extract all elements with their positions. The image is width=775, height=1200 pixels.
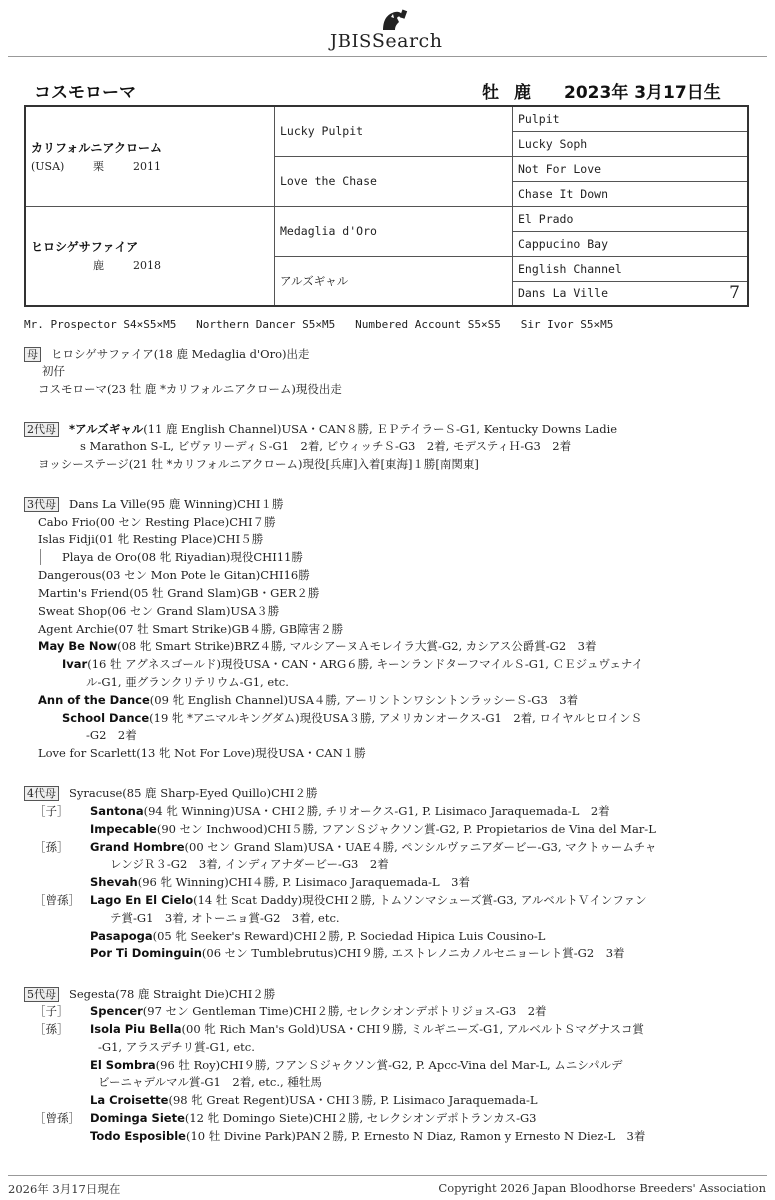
list-item: Dangerous(03 セン Mon Pote le Gitan)CHI16勝 [38, 568, 310, 582]
pedigree-ssd[interactable]: Lucky Soph [513, 131, 749, 156]
list-item: Sweat Shop(06 セン Grand Slam)USA３勝 [38, 604, 280, 618]
list-item: Shevah(96 牝 Winning)CHI４勝, P. Lisimaco Jaraquemada-L 3着 [90, 875, 470, 889]
footer-rule [8, 1175, 767, 1176]
list-item: コスモローマ(23 牡 鹿 *カリフォルニアクローム)現役出走 [38, 382, 342, 396]
pedigree-sds[interactable]: Not For Love [513, 156, 749, 181]
horse-title-row [34, 78, 734, 102]
list-item: Ann of the Dance(09 牝 English Channel)USA４勝, アーリントンワシントンラッシーＳ-G3 3着 [38, 693, 579, 707]
list-item: ［子］ Spencer(97 セン Gentleman Time)CHI２勝, セレクシオンデポトリジョス-G3 2着 [34, 1004, 547, 1018]
list-item: Playa de Oro(08 牝 Riyadian)現役CHI11勝 [62, 550, 303, 564]
horse-sex: 牡 [482, 83, 499, 103]
list-item: テ賞-G1 3着, オトーニョ賞-G2 3着, etc. [110, 911, 340, 925]
list-item: ル-G1, 亜グランクリテリウム-G1, etc. [86, 675, 289, 689]
pedigree-dss[interactable]: El Prado [513, 206, 749, 231]
dam-name[interactable]: ヒロシゲサファイア [31, 240, 139, 255]
generation-tag: 3代母 [24, 497, 59, 512]
footer-copyright: Copyright 2026 Japan Bloodhorse Breeders' Association [438, 1181, 766, 1195]
list-item: Impecable(90 セン Inchwood)CHI５勝, フアンＳジャクソン賞-G2, P. Propietarios de Vina del Mar-L [90, 822, 656, 836]
inbreeding-info: Mr. Prospector S4×S5×M5 Northern Dancer S5×M5 Numbered Account S5×S5 Sir Ivor S5×M5 [24, 318, 614, 331]
generation-tag: 2代母 [24, 422, 59, 437]
horse-name: コスモローマ [34, 83, 136, 103]
list-item: La Croisette(98 牝 Great Regent)USA・CHI３勝, P. Lisimaco Jaraquemada-L [90, 1093, 538, 1107]
pedigree-ss[interactable]: Lucky Pulpit [275, 106, 513, 156]
generation-tag: 母 [24, 347, 41, 362]
list-item: ［子］ Santona(94 牝 Winning)USA・CHI２勝, チリオークス-G1, P. Lisimaco Jaraquemada-L 2着 [34, 804, 610, 818]
pedigree-ds[interactable]: Medaglia d'Oro [275, 206, 513, 256]
list-item: Pasapoga(05 牝 Seeker's Reward)CHI２勝, P. Sociedad Hipica Luis Cousino-L [90, 929, 546, 943]
list-item: Agent Archie(07 牡 Smart Strike)GB４勝, GB障害２勝 [38, 622, 344, 636]
family-number: 7 [729, 283, 740, 304]
list-item: Islas Fidji(01 牝 Resting Place)CHI５勝 [38, 532, 264, 546]
pedigree-dam[interactable]: ヒロシゲサファイア 鹿 2018 [25, 206, 275, 306]
pedigree-table [24, 105, 749, 307]
list-item: 母 ヒロシゲサファイア(18 鹿 Medaglia d'Oro)出走 [24, 346, 310, 362]
generation-tag: 4代母 [24, 786, 59, 801]
list-item: May Be Now(08 牝 Smart Strike)BRZ４勝, マルシアーヌＡモレイラ大賞-G2, カシアス公爵賞-G2 3着 [38, 639, 597, 653]
list-item: -G1, アラスデチリ賞-G1, etc. [98, 1040, 255, 1054]
tree-bar [40, 549, 41, 565]
list-item: ［孫］ Isola Piu Bella(00 牝 Rich Man's Gold)USA・CHI９勝, ミルギニーズ-G1, アルベルトＳマグナスコ賞 [34, 1022, 644, 1036]
pedigree-dd[interactable]: アルズギャル [275, 256, 513, 306]
list-item: Por Ti Dominguin(06 セン Tumblebrutus)CHI９勝, エストレノニカノルセニョーレト賞-G2 3着 [90, 946, 625, 960]
list-item: ビーニャデルマル賞-G1 2着, etc., 種牡馬 [98, 1075, 322, 1089]
list-item: -G2 2着 [86, 728, 137, 742]
list-item: El Sombra(96 牡 Roy)CHI９勝, フアンＳジャクソン賞-G2, P. Apcc-Vina del Mar-L, ムニシパルデ [90, 1058, 623, 1072]
list-item: Love for Scarlett(13 牝 Not For Love)現役USA・CAN１勝 [38, 746, 366, 760]
list-item: Ivar(16 牡 アグネスゴールド)現役USA・CAN・ARG６勝, キーンランドターフマイルＳ-G1, ＣＥジュヴェナイ [62, 657, 644, 671]
list-item: ヨッシーステージ(21 牡 *カリフォルニアクローム)現役[兵庫]入着[東海]１勝[南関東] [38, 457, 479, 471]
list-item: レンジＲ３-G2 3着, インディアナダービー-G3 2着 [110, 857, 389, 871]
footer-date: 2026年 3月17日現在 [8, 1182, 121, 1196]
pedigree-sd[interactable]: Love the Chase [275, 156, 513, 206]
header-rule [8, 56, 767, 57]
list-item: 2代母 *アルズギャル(11 鹿 English Channel)USA・CAN８勝, ＥＰテイラーＳ-G1, Kentucky Downs Ladie [24, 421, 617, 437]
horse-head-icon [375, 8, 415, 32]
list-item: ［孫］ Grand Hombre(00 セン Grand Slam)USA・UAE４勝, ペンシルヴァニアダービー-G3, マクトゥームチャ [34, 840, 657, 854]
pedigree-sss[interactable]: Pulpit [513, 106, 749, 131]
list-item: ［曾孫］ Lago En El Cielo(14 牡 Scat Daddy)現役CHI２勝, トムソンマシューズ賞-G3, アルベルトＶインファン [34, 893, 647, 907]
sire-name[interactable]: カリフォルニアクローム [31, 140, 163, 155]
horse-color: 鹿 [514, 83, 531, 103]
pedigree-ddd[interactable]: Dans La Ville 7 [513, 281, 749, 306]
generation-tag: 5代母 [24, 987, 59, 1002]
jbis-search-logo[interactable]: JBISSearch [330, 6, 460, 52]
pedigree-sire[interactable]: カリフォルニアクローム (USA) 栗 2011 [25, 106, 275, 206]
list-item: 5代母 Segesta(78 鹿 Straight Die)CHI２勝 [24, 986, 275, 1002]
list-item: s Marathon S-L, ビヴァリーディＳ-G1 2着, ビウィッチＳ-G3 2着, モデスティＨ-G3 2着 [80, 439, 572, 453]
list-item: Todo Esposible(10 牡 Divine Park)PAN２勝, P. Ernesto N Diaz, Ramon y Ernesto N Diez-L 3着 [90, 1129, 646, 1143]
list-item: 4代母 Syracuse(85 鹿 Sharp-Eyed Quillo)CHI２勝 [24, 785, 317, 801]
pedigree-dsd[interactable]: Cappucino Bay [513, 231, 749, 256]
pedigree-sdd[interactable]: Chase It Down [513, 181, 749, 206]
pedigree-dds[interactable]: English Channel [513, 256, 749, 281]
list-item: ［曾孫］ Dominga Siete(12 牝 Domingo Siete)CHI２勝, セレクシオンデポトランカス-G3 [34, 1111, 537, 1125]
list-item: 初仔 [42, 364, 65, 378]
list-item: School Dance(19 牝 *アニマルキングダム)現役USA３勝, アメリカンオークス-G1 2着, ロイヤルヒロインＳ [62, 711, 643, 725]
list-item: 3代母 Dans La Ville(95 鹿 Winning)CHI１勝 [24, 496, 283, 512]
list-item: Martin's Friend(05 牡 Grand Slam)GB・GER２勝 [38, 586, 320, 600]
list-item: Cabo Frio(00 セン Resting Place)CHI７勝 [38, 515, 276, 529]
horse-dob: 2023年 3月17日生 [564, 83, 721, 103]
